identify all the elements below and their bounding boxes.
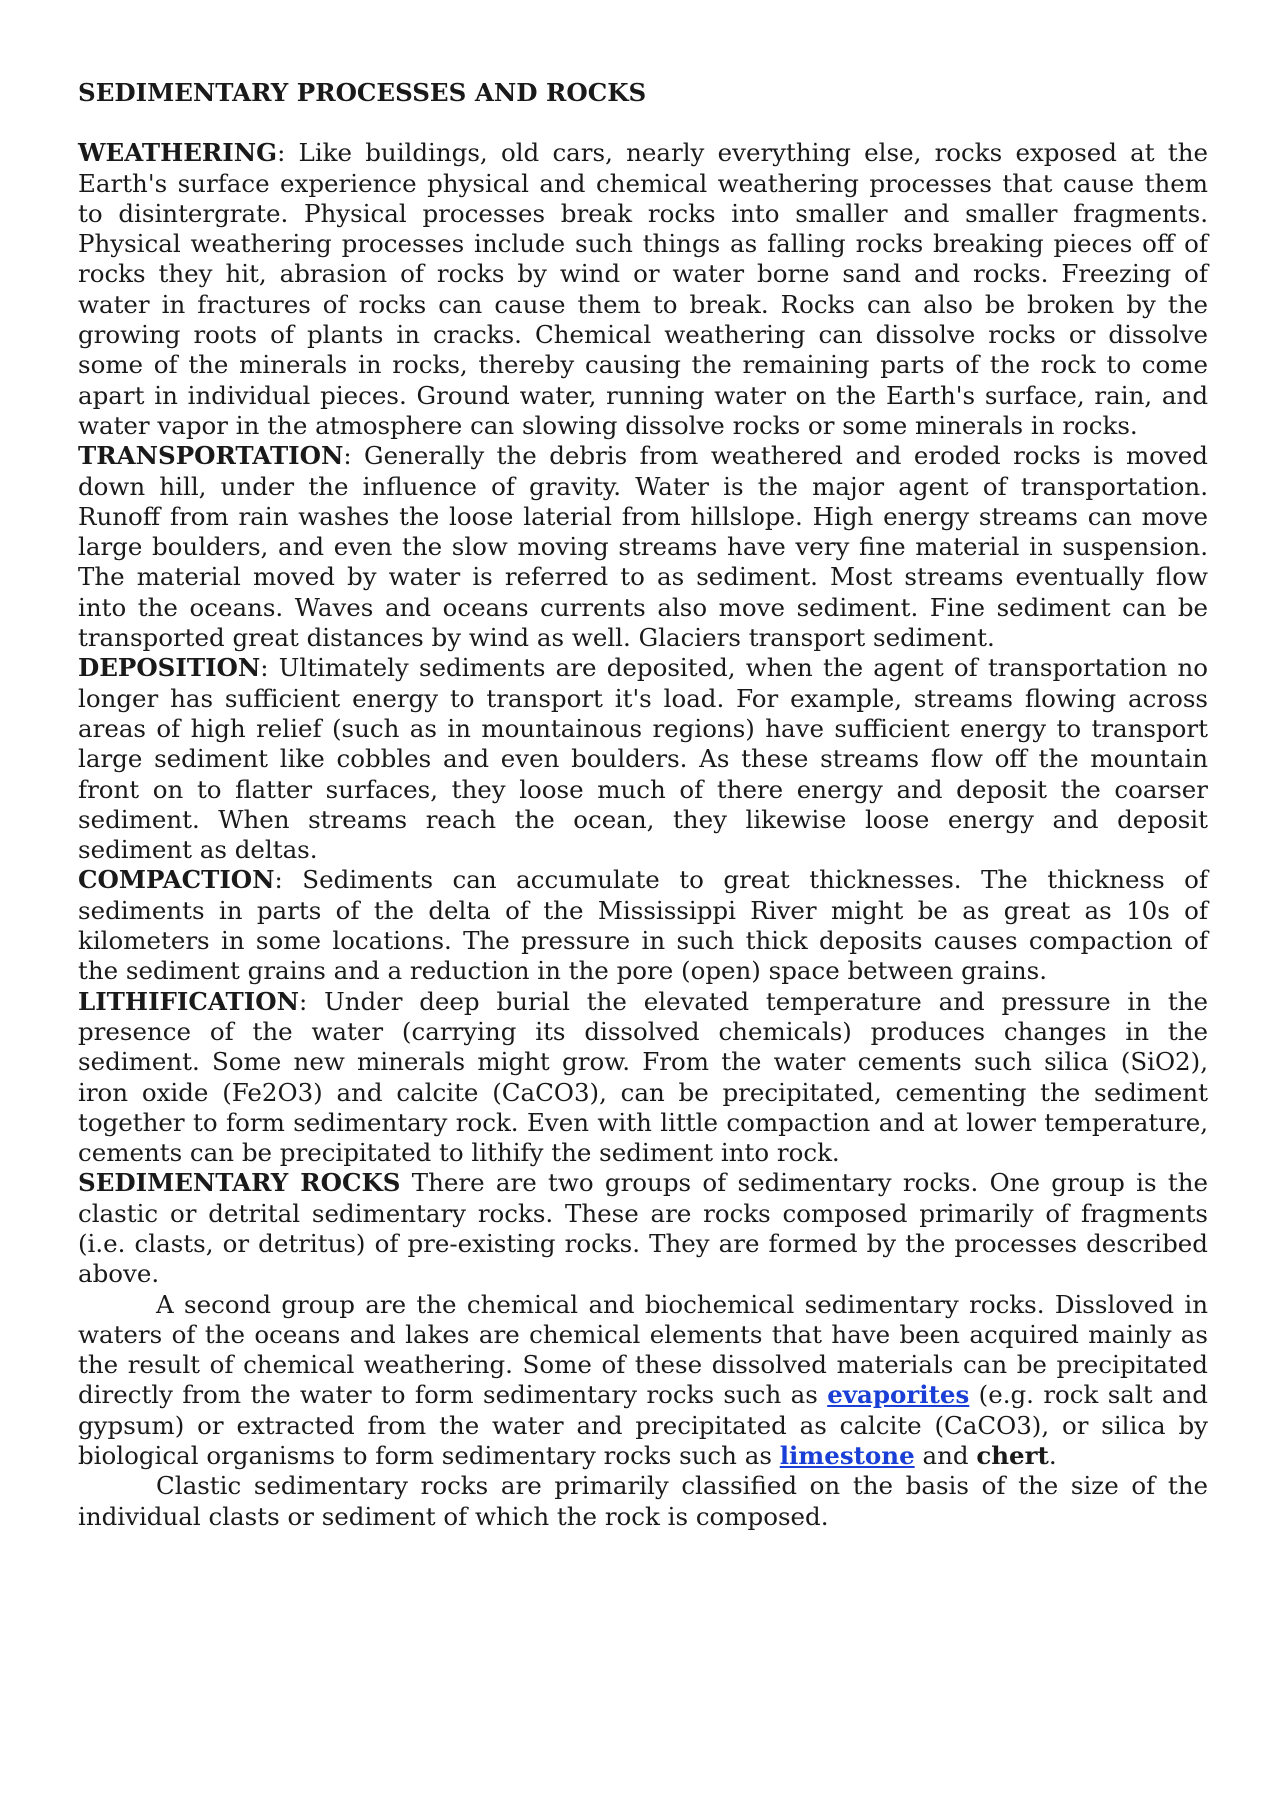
lithification-term: LITHIFICATION — [78, 986, 299, 1016]
clastic-paragraph: Clastic sedimentary rocks are primarily classified on the basis of the size of the individual clasts or sediment of which the rock is composed. — [78, 1471, 1208, 1531]
chemical-rocks-text-4: . — [1048, 1441, 1057, 1471]
chemical-rocks-text-1: A second group are the chemical and biochemical sedimentary rocks. Dissloved in waters of the oceans and lakes are chemical elements that have been acquired mainly as the result of chemical weathering. Some of these dissolved materials can be precipitated directly from the water to form sedimentary rocks such as — [78, 1289, 1208, 1410]
chemical-rocks-text-3: and — [914, 1441, 977, 1471]
compaction-text: : Sediments can accumulate to great thicknesses. The thickness of sediments in parts of the delta of the Mississippi River might be as great as 10s of kilometers in some locations. The pressure in such thick deposits causes compaction of the sediment grains and a reduction in the pore (open) space between grains. — [78, 865, 1208, 986]
weathering-paragraph — [78, 138, 1208, 441]
sedimentary-rocks-text: There are two groups of sedimentary rocks. One group is the clastic or detrital sedimentary rocks. These are rocks composed primarily of fragments (i.e. clasts, or detritus) of pre-existing rocks. They are formed by the processes described above. — [78, 1168, 1208, 1289]
sedimentary-rocks-term: SEDIMENTARY ROCKS — [78, 1168, 401, 1198]
document-page — [78, 78, 1208, 1532]
weathering-term: WEATHERING — [78, 138, 278, 168]
compaction-term: COMPACTION — [78, 865, 275, 895]
lithification-paragraph — [78, 987, 1208, 1169]
sedimentary-rocks-paragraph — [78, 1168, 1208, 1289]
page-title: SEDIMENTARY PROCESSES AND ROCKS — [78, 78, 647, 107]
transportation-text: : Generally the debris from weathered and eroded rocks is moved down hill, under the influence of gravity. Water is the major agent of transportation. Runoff from rain washes the loose laterial from hillslope. High energy streams can move large boulders, and even the slow moving streams have very fine material in suspension. The material moved by water is referred to as sediment. Most streams eventually flow into the oceans. Waves and oceans currents also move sediment. Fine sediment can be transported great distances by wind as well. Glaciers transport sediment. — [78, 441, 1208, 653]
chert-word: chert — [976, 1441, 1049, 1471]
deposition-term: DEPOSITION — [78, 653, 261, 683]
transportation-paragraph — [78, 441, 1208, 653]
lithification-text: : Under deep burial the elevated temperature and pressure in the presence of the water (carrying its dissolved chemicals) produces changes in the sediment. Some new minerals might grow. From the water cements such silica (SiO2), iron oxide (Fe2O3) and calcite (CaCO3), can be precipitated, cementing the sediment together to form sedimentary rock. Even with little compaction and at lower temperature, cements can be precipitated to lithify the sediment into rock. — [78, 986, 1208, 1168]
weathering-text: : Like buildings, old cars, nearly everything else, rocks exposed at the Earth's surface experience physical and chemical weathering processes that cause them to disintergrate. Physical processes break rocks into smaller and smaller fragments. Physical weathering processes include such things as falling rocks breaking pieces off of rocks they hit, abrasion of rocks by wind or water borne sand and rocks. Freezing of water in fractures of rocks can cause them to break. Rocks can also be broken by the growing roots of plants in cracks. Chemical weathering can dissolve rocks or dissolve some of the minerals in rocks, thereby causing the remaining parts of the rock to come apart in individual pieces. Ground water, running water on the Earth's surface, rain, and water vapor in the atmosphere can slowing dissolve rocks or some minerals in rocks. — [78, 138, 1208, 440]
deposition-text: : Ultimately sediments are deposited, when the agent of transportation no longer has sufficient energy to transport it's load. For example, streams flowing across areas of high relief (such as in mountainous regions) have sufficient energy to transport large sediment like cobbles and even boulders. As these streams flow off the mountain front on to flatter surfaces, they loose much of there energy and deposit the coarser sediment. When streams reach the ocean, they likewise loose energy and deposit sediment as deltas. — [78, 653, 1208, 865]
chemical-rocks-text-2: (e.g. rock salt and gypsum) or extracted from the water and precipitated as calcite (CaCO3), or silica by biological organisms to form sedimentary rocks such as — [78, 1380, 1208, 1471]
chemical-rocks-paragraph — [78, 1290, 1208, 1472]
limestone-link[interactable]: limestone — [779, 1441, 915, 1471]
deposition-paragraph — [78, 653, 1208, 865]
evaporites-link[interactable]: evaporites — [827, 1380, 970, 1410]
compaction-paragraph — [78, 865, 1208, 986]
transportation-term: TRANSPORTATION — [78, 441, 344, 471]
